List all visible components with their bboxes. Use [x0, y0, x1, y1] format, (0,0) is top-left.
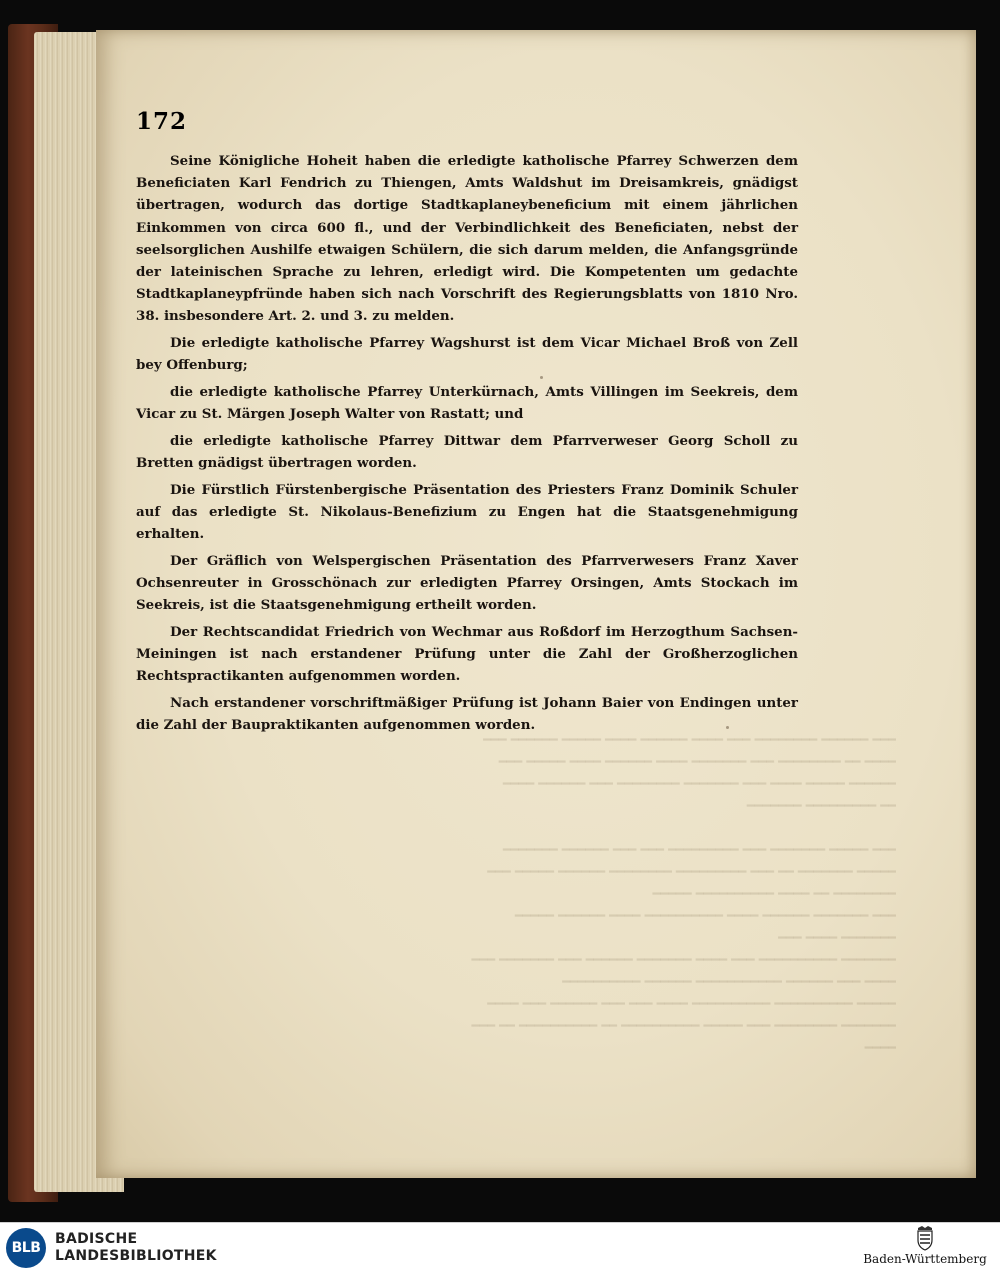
baden-wuerttemberg-crest-icon	[915, 1225, 935, 1251]
blb-logo[interactable]: BLB	[6, 1228, 46, 1268]
paragraph: die erledigte katholische Pfarrey Dittwar dem Pfarrverweser Georg Scholl zu Bretten gnädigst übertragen worden.	[136, 432, 798, 472]
library-name[interactable]	[55, 1231, 217, 1265]
library-name-line2: LANDESBIBLIOTHEK	[55, 1248, 217, 1264]
footer-bar	[0, 1222, 1000, 1273]
paragraph: Der Gräflich von Welspergischen Präsentation des Pfarrverwesers Franz Xaver Ochsenreuter in Grosschönach zur erledigten Pfarrey Orsingen, Amts Stockach im Seekreis, ist die Staatsgenehmigung ertheilt worden.	[136, 552, 798, 614]
paragraph: Nach erstandener vorschriftmäßiger Prüfung ist Johann Baier von Endingen unter die Zahl der Baupraktikanten aufgenommen worden.	[136, 695, 798, 734]
paragraph: Der Rechtscandidat Friedrich von Wechmar aus Roßdorf im Herzogthum Sachsen-Meiningen ist nach erstandener Prüfung unter die Zahl der Großherzoglichen Rechtspractikanten aufgenommen worden.	[136, 624, 798, 685]
paragraph: Die erledigte katholische Pfarrey Wagshurst ist dem Vicar Michael Broß von Zell bey Offenburg;	[136, 335, 798, 374]
page-text	[136, 150, 798, 741]
bleed-through-text: ━━━ ━━━━━━ ━━━━━━━━ ━━━ ━━━━ ━━━━━━ ━━━━ ━━━━━ ━━━━━━ ━━━ ━━━━ ━━ ━━━━━━━━ ━━━ ━━━━━━━ ━━━━ ━━━━━━ ━━━━ ━━━━━ ━━━ ━━━━━━ ━━━━━ ━━━━ ━━━ ━━━━━━━ ━━━━━━━━ ━━━ ━━━━━━ ━━━━ ━━ ━━━━━━━━━ ━━━━━━━ ━━━ ━━━━━ ━━━━━━━ ━━━ ━━━━━━━━━ ━━━ ━━━ ━━━━━━ ━━━━━━━ ━━━━━ ━━━━━━━ ━━ ━━━ ━━━━━━━━━ ━━━━━━━━ ━━━━━━ ━━━━━ ━━━ ━━━━━━━━ ━━ ━━━━ ━━━━━━━━━━ ━━━━━ ━━━ ━━━━━━━ ━━━━━━ ━━━━ ━━━━━━━━━━ ━━━━ ━━━━━━ ━━━━━ ━━━━━━━ ━━━━ ━━━ ━━━━━━━ ━━━━━━━━━━ ━━━ ━━━━ ━━━━━━━ ━━━━━━ ━━━ ━━━━━━━ ━━━ ━━━━ ━━━ ━━━━━━ ━━━━━━━━━━━ ━━━━━━ ━━━━━━━━━━ ━━━━━ ━━━━━━━━━━ ━━━━━━━━━━ ━━━━ ━━━ ━━━ ━━━━━━ ━━━ ━━━━ ━━━━━━━ ━━━━━━━━ ━━━ ━━━━━ ━━━━━━━━━━ ━━ ━━━━━━━━━━ ━━ ━━━ ━━━━	[471, 733, 896, 1056]
baden-wuerttemberg-logo[interactable]	[860, 1225, 990, 1271]
page-number: 172	[136, 108, 188, 135]
paragraph: Seine Königliche Hoheit haben die erledigte katholische Pfarrey Schwerzen dem Beneficiaten Karl Fendrich zu Thiengen, Amts Waldshut im Dreisamkreis, gnädigst übertragen, wodurch das dortige Stadtkaplaneybeneficium mit einem jährlichen Einkommen von circa 600 fl., und der Verbindlichkeit des Beneficiaten, nebst der seelsorglichen Aushilfe etwaigen Schülern, die sich darum melden, die Anfangsgründe der lateinischen Sprache zu lehren, erledigt wird. Die Kompetenten um gedachte Stadtkaplaneypfründe haben sich nach Vorschrift des Regierungsblatts von 1810 Nro. 38. insbesondere Art. 2. und 3. zu melden.	[136, 153, 798, 325]
paragraph: die erledigte katholische Pfarrey Unterkürnach, Amts Villingen im Seekreis, dem Vicar zu St. Märgen Joseph Walter von Rastatt; und	[136, 384, 798, 423]
state-name: Baden-Württemberg	[863, 1252, 987, 1266]
paragraph: Die Fürstlich Fürstenbergische Präsentation des Priesters Franz Dominik Schuler auf das erledigte St. Nikolaus-Benefizium zu Engen hat die Staatsgenehmigung erhalten.	[136, 481, 798, 543]
library-name-line1: BADISCHE	[55, 1231, 138, 1247]
